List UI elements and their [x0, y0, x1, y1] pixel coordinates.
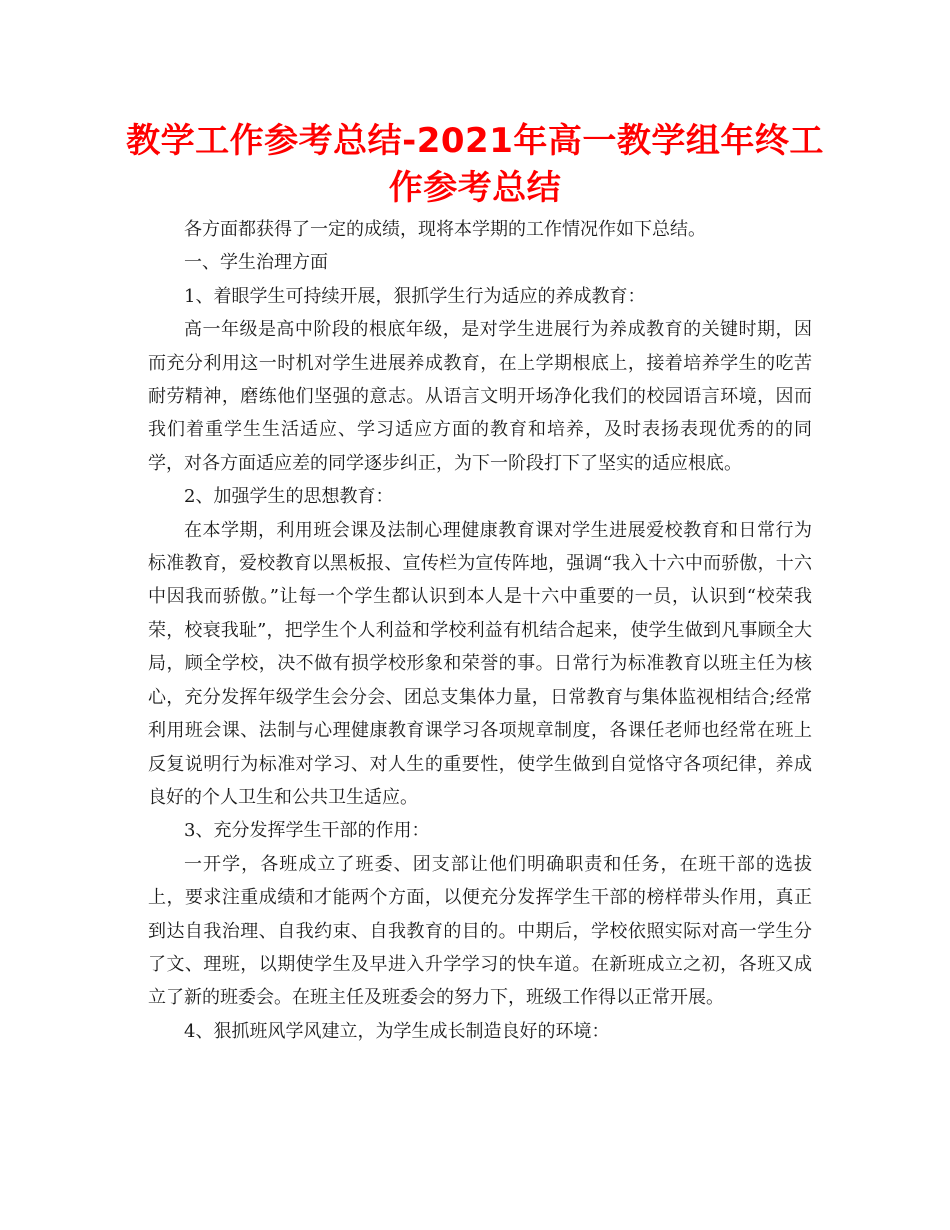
- section-heading: 一、学生治理方面: [184, 252, 328, 274]
- document-body: [148, 213, 812, 1048]
- paragraph: 高一年级是高中阶段的根底年级，是对学生进展行为养成教育的关键时期，因而充分利用这一时机对学生进展养成教育，在上学期根底上，接着培养学生的吃苦耐劳精神，磨练他们坚强的意志。从语言文明开场净化我们的校园语言环境，因而我们着重学生生活适应、学习适应方面的教育和培养，及时表扬表现优秀的的同学，对各方面适应差的同学逐步纠正，为下一阶段打下了坚实的适应根底。: [148, 319, 812, 474]
- document-title: 教学工作参考总结-2021年高一教学组年终工作参考总结: [126, 121, 824, 208]
- subsection-heading: 1、着眼学生可持续开展，狠抓学生行为适应的养成教育：: [184, 285, 646, 307]
- subsection-heading: 4、狠抓班风学风建立，为学生成长制造良好的环境：: [184, 1020, 610, 1042]
- subsection-heading: 2、加强学生的思想教育：: [184, 486, 394, 508]
- paragraph: 一开学，各班成立了班委、团支部让他们明确职责和任务，在班干部的选拔上，要求注重成绩和才能两个方面，以便充分发挥学生干部的榜样带头作用，真正到达自我治理、自我约束、自我教育的目的。中期后，学校依照实际对高一学生分了文、理班，以期使学生及早进入升学学习的快车道。在新班成立之初，各班又成立了新的班委会。在班主任及班委会的努力下，班级工作得以正常开展。: [148, 853, 812, 1009]
- paragraph: 各方面都获得了一定的成绩，现将本学期的工作情况作如下总结。: [184, 219, 706, 240]
- paragraph: 在本学期，利用班会课及法制心理健康教育课对学生进展爱校教育和日常行为标准教育，爱校教育以黑板报、宣传栏为宣传阵地，强调“我入十六中而骄傲，十六中因我而骄傲。”让每一个学生都认识到本人是十六中重要的一员，认识到“校荣我荣，校衰我耻”，把学生个人利益和学校利益有机结合起来，使学生做到凡事顾全大局，顾全学校，决不做有损学校形象和荣誉的事。日常行为标准教育以班主任为核心，充分发挥年级学生会分会、团总支集体力量，日常教育与集体监视相结合;经常利用班会课、法制与心理健康教育课学习各项规章制度，各课任老师也经常在班上反复说明行为标准对学习、对人生的重要性，使学生做到自觉恪守各项纪律，养成良好的个人卫生和公共卫生适应。: [148, 519, 812, 808]
- subsection-heading: 3、充分发挥学生干部的作用：: [184, 820, 430, 842]
